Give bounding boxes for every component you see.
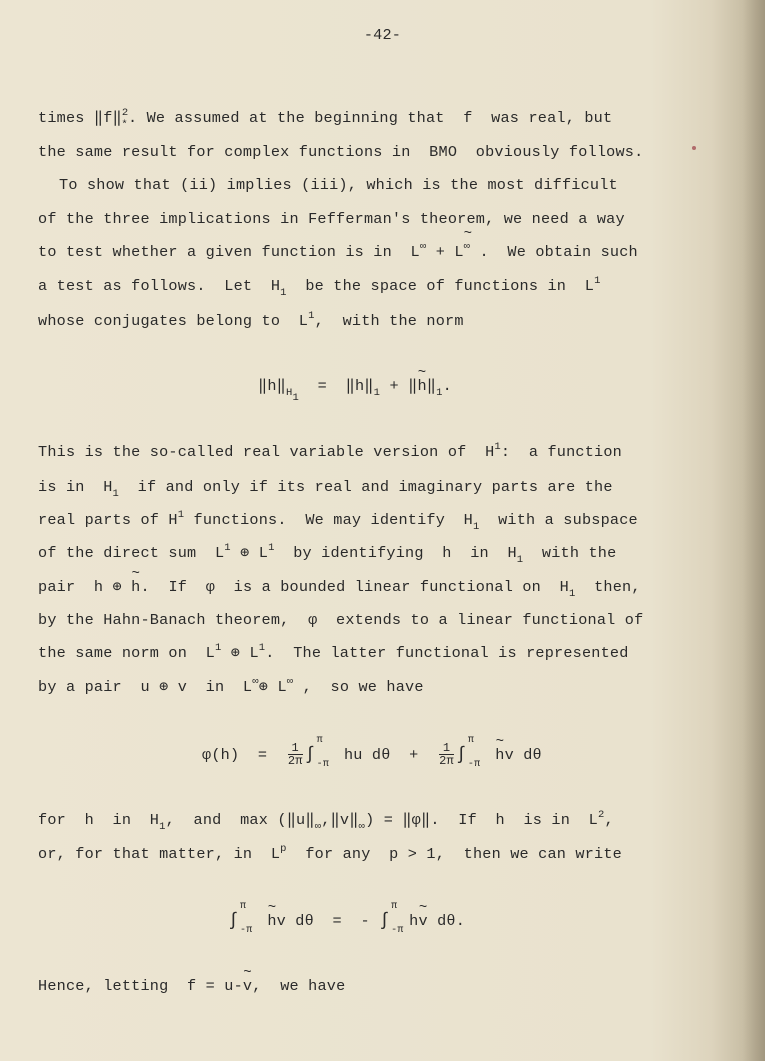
math-span [486,746,495,764]
fraction-numerator: 1 [288,742,303,755]
text-span: by identifying h in H [274,544,517,562]
math-span: ‖h‖ [258,377,287,395]
text-line-1 [38,107,613,131]
text-span: the same norm on L [38,644,215,662]
page-edge-shadow [743,0,765,1061]
math-span: ‖ [426,377,437,395]
text-span: a test as follows. Let H [38,277,281,295]
fraction [439,742,454,767]
text-line-16 [38,809,614,833]
math-v-tilde: ~ v [418,906,427,936]
math-h-tilde: ~ h [131,578,140,596]
text-line-18 [38,977,345,995]
page-number: -42- [363,26,402,44]
fraction [288,742,303,767]
text-line-12 [38,578,641,600]
text-span: ⊕ L [221,644,259,662]
text-span: . The latter functional is represented [265,644,629,662]
subscript: ∞ [314,821,322,833]
text-span: then, [575,578,641,596]
integral [455,735,486,770]
integral-sign: ∫ [228,911,240,931]
text-line-2: the same result for complex functions in BMO obviously follows. [38,143,644,161]
text-span: ,‖v‖ [321,811,359,829]
text-span: with the [523,544,617,562]
math-span: v dθ = - [276,912,380,930]
math-span: + ‖ [380,377,418,395]
math-h-tilde: ~ h [417,377,426,395]
text-span: . If φ is a bounded linear functional on H [140,578,569,596]
subscript: 1 [516,554,524,566]
text-span: real parts of H [38,511,178,529]
text-span: of the direct sum L [38,544,225,562]
equation-2 [202,735,542,770]
superscript: 2 [597,809,605,821]
integral-lower: -π [316,759,330,770]
text-span: to test whether a given function is in L [38,243,420,261]
text-line-14 [38,644,629,662]
text-span: , and max (‖u‖ [165,811,315,829]
subscript: 1 [436,387,443,399]
text-line-13: by the Hahn-Banach theorem, φ extends to a linear functional of [38,611,644,629]
text-span: , [604,811,614,829]
text-line-6 [38,275,601,299]
text-span: with a subspace [479,511,638,529]
math-h-tilde: ~ h [267,906,276,936]
fraction-denominator: 2π [287,754,303,769]
subscript: 1 [112,488,120,500]
text-line-9 [38,478,613,500]
text-span: ⊕ L [230,544,269,562]
text-span: : a function [500,443,622,461]
math-span: v dθ [504,746,542,764]
text-span: whose conjugates belong to L [38,312,309,330]
integral-lower: -π [391,925,404,936]
superscript: 1 [494,441,501,453]
text-span: + L [426,243,464,261]
integral-sign: ∫ [455,745,467,765]
text-span: , with the norm [314,312,464,330]
math-v-tilde: ~ v [243,977,252,995]
subscript: 1 [568,588,576,600]
text-span: Hence, letting f = u- [38,977,243,995]
integral-lower: -π [467,759,481,770]
superscript: ∞ [419,241,427,253]
subscript: 1 [472,521,480,533]
text-span: , we have [252,977,346,995]
superscript: p [280,843,287,855]
integral-lower: -π [240,925,253,936]
math-span: . [442,377,452,395]
superscript: ∞ [252,676,259,688]
text-line-10 [38,509,638,533]
text-span: ⊕ L [258,678,287,696]
superscript: 1 [308,310,315,322]
text-span: . We obtain such [470,243,638,261]
integral [304,735,335,770]
text-span: is in H [38,478,113,496]
integral [228,901,258,936]
text-span: if and only if its real and imaginary parts are the [119,478,613,496]
superscript: 1 [268,542,275,554]
integral [379,901,409,936]
superscript: 1 [177,509,185,521]
text-line-7 [38,312,464,330]
superscript: 2 [121,107,129,119]
superscript: 1 [594,275,601,287]
text-span: functions. We may identify H [184,511,473,529]
text-line-11 [38,542,617,566]
integral-sign: ∫ [379,911,391,931]
math-span: φ(h) = [202,746,286,764]
subscript: 1 [280,287,287,299]
fraction-numerator: 1 [439,742,454,755]
text-line-17 [38,845,622,863]
text-span: pair h ⊕ [38,578,132,596]
integral-upper: π [240,901,247,912]
math-h-tilde: ~ h [495,740,504,770]
integral-upper: π [316,735,323,746]
superscript: 1 [224,542,231,554]
text-span: or, for that matter, in L [38,845,281,863]
text-line-15 [38,678,424,696]
equation-1 [258,377,452,404]
text-span: times [38,109,94,127]
text-span: , so we have [293,678,424,696]
text-line-3: To show that (ii) implies (iii), which is the most difficult [59,176,618,194]
text-line-4: of the three implications in Fefferman's theorem, we need a way [38,210,625,228]
subscript: 1 [373,387,381,399]
math-span: hu dθ + [334,746,438,764]
text-span: by a pair u ⊕ v in L [38,678,253,696]
text-span: for h in H [38,811,160,829]
superscript: ∞ [286,676,294,688]
text-span: . We assumed at the beginning that f was real, but [127,109,613,127]
math-span: dθ. [427,912,466,930]
text-span: This is the so-called real variable version of H [38,443,495,461]
subscript: ∞ [358,821,366,833]
superscript: 1 [214,642,222,654]
fraction-denominator: 2π [439,754,454,769]
integral-upper: π [467,735,475,746]
subscript: H [286,387,293,399]
subscript: * [121,119,128,131]
superscript: 1 [258,642,266,654]
subscript: 1 [159,821,166,833]
subscript: 1 [292,392,300,404]
text-span: for any p > 1, then we can write [286,845,622,863]
ink-mark [692,146,696,150]
integral-upper: π [391,901,398,912]
text-line-5: to test whether a given function is in L∞ + L∞ . We obtain such [38,241,638,261]
text-span: be the space of functions in L [286,277,595,295]
math-span: h [409,912,419,930]
math-norm: ‖f‖ [93,109,122,127]
math-span [258,912,267,930]
integral-sign: ∫ [304,745,316,765]
text-line-8 [38,443,622,461]
math-span: = ‖h‖ [299,377,374,395]
text-span: ) = ‖φ‖. If h is in L [365,811,598,829]
equation-3 [228,901,466,936]
